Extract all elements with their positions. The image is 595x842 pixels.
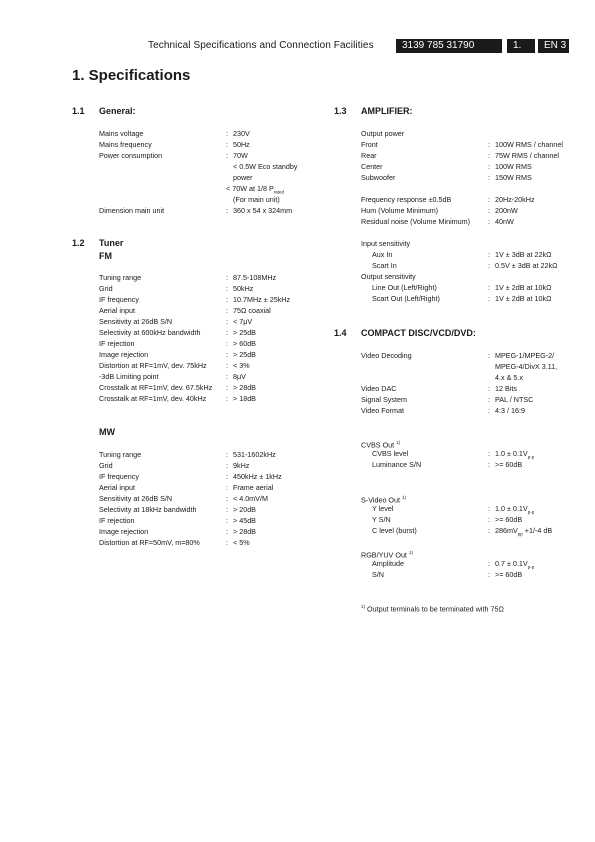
header-title: Technical Specifications and Connection Facilities: [148, 40, 374, 51]
spec-label: Signal System: [361, 395, 407, 404]
spec-label: Distortion at RF=1mV, dev. 75kHz: [99, 361, 207, 370]
separator: :: [226, 538, 228, 547]
spec-label: Image rejection: [99, 350, 149, 359]
spec-label: Y S/N: [372, 515, 391, 524]
language-badge: EN 3: [538, 39, 569, 53]
spec-continuation: power: [233, 173, 253, 182]
spec-label: Luminance S/N: [372, 460, 422, 469]
spec-label: Crosstalk at RF=1mV, dev. 67.5kHz: [99, 383, 213, 392]
separator: :: [226, 516, 228, 525]
spec-value: 50kHz: [233, 284, 254, 293]
separator: :: [488, 151, 490, 160]
separator: :: [488, 406, 490, 415]
spec-value: 100W RMS / channel: [495, 140, 563, 149]
value-suffix: +1/-4 dB: [524, 526, 553, 535]
subsection-mw: MW: [99, 427, 115, 437]
section-title: AMPLIFIER:: [361, 106, 413, 116]
separator: :: [226, 472, 228, 481]
section-number: 1.2: [72, 238, 85, 248]
subscript: p-p: [527, 454, 535, 460]
footnote-ref: 1): [396, 440, 401, 445]
spec-label: Video Decoding: [361, 351, 412, 360]
spec-label: -3dB Limiting point: [99, 372, 159, 381]
group-heading: [361, 548, 413, 559]
spec-label: IF frequency: [99, 295, 139, 304]
value-text: 1.0 ± 0.1V: [495, 449, 528, 458]
spec-value: 87.5-108MHz: [233, 273, 277, 282]
separator: :: [488, 351, 490, 360]
spec-label: Video Format: [361, 406, 405, 415]
separator: :: [226, 361, 228, 370]
spec-label: Aerial input: [99, 483, 135, 492]
footnote-text: Output terminals to be terminated with 75Ω: [367, 604, 504, 614]
group-heading: [361, 438, 400, 449]
spec-value: 1V ± 3dB at 22kΩ: [495, 250, 552, 259]
spec-label: Selectivity at 600kHz bandwidth: [99, 328, 201, 337]
spec-label: Rear: [361, 151, 377, 160]
spec-value: MPEG-1/MPEG-2/: [495, 351, 555, 360]
section-title: Tuner: [99, 238, 124, 248]
spec-label: Aux In: [372, 250, 393, 259]
group-heading: [361, 493, 406, 504]
spec-label: Image rejection: [99, 527, 149, 536]
spec-value: > 18dB: [233, 394, 256, 403]
spec-value: 75Ω coaxial: [233, 306, 271, 315]
separator: :: [226, 328, 228, 337]
spec-label: IF rejection: [99, 516, 135, 525]
spec-label: Aerial input: [99, 306, 135, 315]
subscript: pp: [517, 531, 523, 537]
spec-value: 1V ± 2dB at 10kΩ: [495, 283, 552, 292]
separator: :: [226, 494, 228, 503]
subscript: p-p: [527, 509, 535, 515]
spec-value: 8μV: [233, 372, 246, 381]
spec-label: IF frequency: [99, 472, 139, 481]
spec-value: 230V: [233, 129, 250, 138]
spec-value: 0.5V ± 3dB at 22kΩ: [495, 261, 558, 270]
spec-value: > 28dB: [233, 527, 256, 536]
separator: :: [226, 151, 228, 160]
section-title: General:: [99, 106, 136, 116]
spec-label: Power consumption: [99, 151, 163, 160]
separator: :: [488, 559, 490, 568]
subscript: rated: [273, 189, 285, 195]
spec-label: C level (burst): [372, 526, 417, 535]
page-title: 1. Specifications: [72, 67, 191, 84]
separator: :: [488, 570, 490, 579]
section-number: 1.1: [72, 106, 85, 116]
spec-label: Line Out (Left/Right): [372, 283, 437, 292]
spec-label: CVBS level: [372, 449, 409, 458]
separator: :: [488, 515, 490, 524]
spec-label: Distortion at RF=50mV, m=80%: [99, 538, 200, 547]
spec-label: Residual noise (Volume Minimum): [361, 217, 471, 226]
footnote: [361, 602, 504, 613]
separator: :: [488, 261, 490, 270]
spec-continuation: (For main unit): [233, 195, 280, 204]
subscript: p-p: [527, 564, 535, 570]
spec-label: Sensitivity at 26dB S/N: [99, 494, 173, 503]
spec-value: 70W: [233, 151, 248, 160]
spec-value: < 4.0mV/M: [233, 494, 268, 503]
value-text: 1.0 ± 0.1V: [495, 504, 528, 513]
subsection-fm: FM: [99, 251, 112, 261]
spec-value: < 3%: [233, 361, 250, 370]
separator: :: [226, 129, 228, 138]
spec-value: < 7μV: [233, 317, 253, 326]
separator: :: [226, 372, 228, 381]
footnote-ref: 1): [408, 550, 413, 555]
separator: :: [226, 206, 228, 215]
spec-value: > 25dB: [233, 350, 256, 359]
page-number-badge: 1.: [507, 39, 535, 53]
separator: :: [488, 250, 490, 259]
spec-value: 100W RMS: [495, 162, 532, 171]
separator: :: [488, 460, 490, 469]
group-heading: Output power: [361, 129, 405, 138]
spec-value: >= 60dB: [495, 515, 523, 524]
spec-value: PAL / NTSC: [495, 395, 534, 404]
spec-label: Mains voltage: [99, 129, 144, 138]
group-title: RGB/YUV Out: [361, 550, 407, 560]
group-heading: Input sensitivity: [361, 239, 411, 248]
spec-value: 1V ± 2dB at 10kΩ: [495, 294, 552, 303]
footnote-ref: 1): [402, 495, 407, 500]
separator: :: [226, 450, 228, 459]
separator: :: [226, 140, 228, 149]
separator: :: [488, 283, 490, 292]
group-title: S-Video Out: [361, 495, 401, 505]
spec-value: 50Hz: [233, 140, 250, 149]
spec-label: IF rejection: [99, 339, 135, 348]
spec-label: Sensitivity at 26dB S/N: [99, 317, 173, 326]
spec-value: 450kHz ± 1kHz: [233, 472, 282, 481]
separator: :: [226, 306, 228, 315]
separator: :: [226, 383, 228, 392]
separator: :: [488, 173, 490, 182]
spec-continuation: 4.x & 5.x: [495, 373, 523, 382]
spec-value: 9kHz: [233, 461, 250, 470]
spec-value: > 20dB: [233, 505, 256, 514]
spec-value: 10.7MHz ± 25kHz: [233, 295, 291, 304]
separator: :: [226, 273, 228, 282]
spec-value: 40nW: [495, 217, 514, 226]
separator: :: [488, 140, 490, 149]
separator: :: [226, 461, 228, 470]
value-text: 286mV: [495, 526, 518, 535]
spec-value: > 25dB: [233, 328, 256, 337]
spec-label: Tuning range: [99, 273, 142, 282]
spec-value: < 5%: [233, 538, 250, 547]
separator: :: [488, 195, 490, 204]
separator: :: [226, 295, 228, 304]
spec-label: Scart In: [372, 261, 397, 270]
section-number: 1.4: [334, 328, 347, 338]
value-text: 0.7 ± 0.1V: [495, 559, 528, 568]
spec-value: 12 Bits: [495, 384, 517, 393]
spec-label: Scart Out (Left/Right): [372, 294, 440, 303]
spec-label: Subwoofer: [361, 173, 396, 182]
spec-label: Amplitude: [372, 559, 404, 568]
spec-value: 200nW: [495, 206, 518, 215]
spec-value: >= 60dB: [495, 570, 523, 579]
spec-label: Front: [361, 140, 378, 149]
spec-value: 150W RMS: [495, 173, 532, 182]
separator: :: [488, 217, 490, 226]
spec-continuation: MPEG-4/DivX 3.11,: [495, 362, 558, 371]
spec-label: Tuning range: [99, 450, 142, 459]
spec-value: 360 x 54 x 324mm: [233, 206, 293, 215]
separator: :: [488, 384, 490, 393]
spec-label: Y level: [372, 504, 394, 513]
spec-label: Mains frequency: [99, 140, 152, 149]
spec-label: Selectivity at 18kHz bandwidth: [99, 505, 197, 514]
separator: :: [488, 449, 490, 458]
spec-label: Crosstalk at RF=1mV, dev. 40kHz: [99, 394, 207, 403]
separator: :: [488, 395, 490, 404]
separator: :: [226, 350, 228, 359]
separator: :: [488, 294, 490, 303]
spec-label: Video DAC: [361, 384, 397, 393]
spec-value: 20Hz-20kHz: [495, 195, 535, 204]
separator: :: [488, 504, 490, 513]
spec-continuation: < 0.5W Eco standby: [233, 162, 298, 171]
spec-value: 75W RMS / channel: [495, 151, 559, 160]
spec-label: Dimension main unit: [99, 206, 165, 215]
spec-label: S/N: [372, 570, 384, 579]
spec-label: Hum (Volume Minimum): [361, 206, 439, 215]
spec-value: > 45dB: [233, 516, 256, 525]
separator: :: [226, 483, 228, 492]
separator: :: [488, 206, 490, 215]
footnote-mark: 1): [361, 604, 366, 609]
spec-value: Frame aerial: [233, 483, 274, 492]
section-number: 1.3: [334, 106, 347, 116]
spec-label: Center: [361, 162, 383, 171]
separator: :: [488, 526, 490, 535]
group-heading: Output sensitivity: [361, 272, 416, 281]
spec-value: > 60dB: [233, 339, 256, 348]
separator: :: [226, 317, 228, 326]
separator: :: [488, 162, 490, 171]
spec-value: 531-1602kHz: [233, 450, 276, 459]
spec-value: >= 60dB: [495, 460, 523, 469]
spec-label: Frequency response ±0.5dB: [361, 195, 452, 204]
separator: :: [226, 505, 228, 514]
separator: :: [226, 339, 228, 348]
spec-label: Grid: [99, 461, 113, 470]
group-title: CVBS Out: [361, 440, 395, 450]
spec-label: Grid: [99, 284, 113, 293]
spec-value: > 28dB: [233, 383, 256, 392]
spec-value: [495, 526, 552, 538]
separator: :: [226, 284, 228, 293]
separator: :: [226, 527, 228, 536]
separator: :: [226, 394, 228, 403]
spec-value: 4:3 / 16:9: [495, 406, 525, 415]
doc-number-badge: 3139 785 31790: [396, 39, 502, 53]
spec-text: < 70W at 1/8 P: [226, 184, 274, 193]
section-title: COMPACT DISC/VCD/DVD:: [361, 328, 476, 338]
